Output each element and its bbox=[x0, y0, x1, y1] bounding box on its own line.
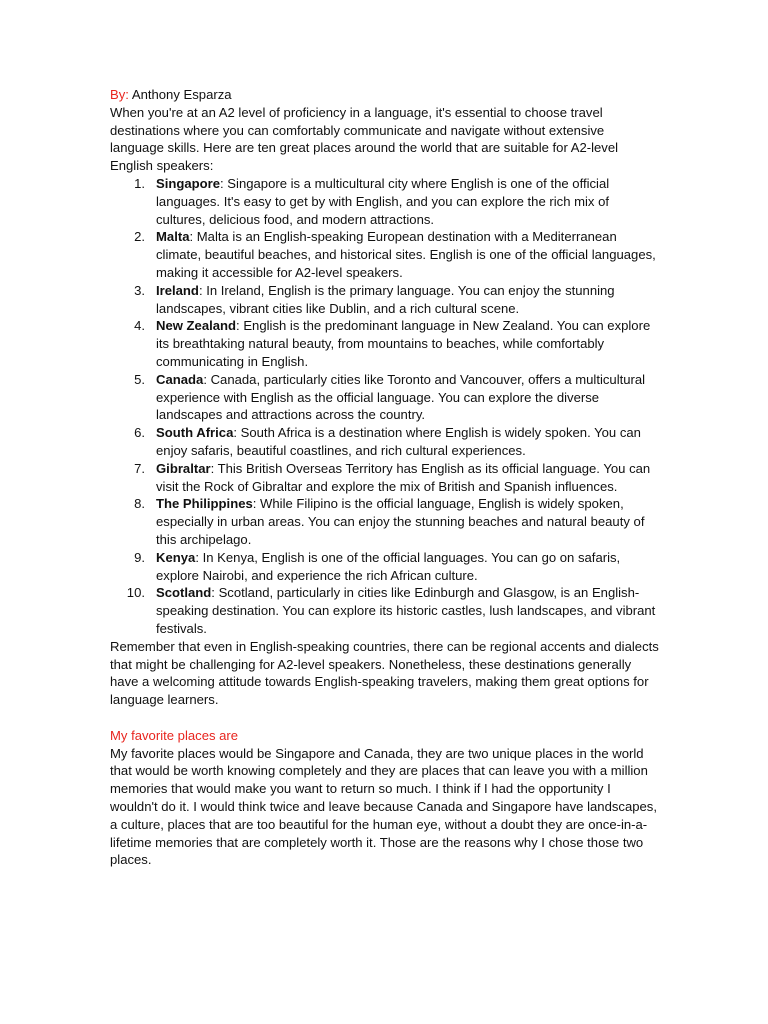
list-item bbox=[110, 317, 660, 370]
paragraph-spacer bbox=[110, 709, 660, 727]
place-description: : Scotland, particularly in cities like Edinburgh and Glasgow, is an English-speaking destination. You can explore its historic castles, lush landscapes, and vibrant festivals. bbox=[156, 585, 656, 636]
place-name: Singapore bbox=[156, 175, 221, 191]
place-name: The Philippines bbox=[156, 496, 253, 512]
place-description: : In Kenya, English is one of the official languages. You can go on safaris, explore Nairobi, and experience the rich African culture. bbox=[156, 549, 621, 583]
place-name: Malta bbox=[156, 229, 190, 245]
place-name: New Zealand bbox=[156, 318, 237, 334]
place-name: Ireland bbox=[156, 282, 199, 298]
list-number: 2. bbox=[134, 229, 145, 245]
list-item bbox=[110, 584, 660, 637]
place-description: : This British Overseas Territory has English as its official language. You can visit the Rock of Gibraltar and explore the mix of British and Spanish influences. bbox=[156, 460, 651, 494]
list-item bbox=[110, 460, 660, 496]
list-number: 5. bbox=[134, 371, 145, 387]
list-item bbox=[110, 424, 660, 460]
places-list bbox=[110, 175, 660, 638]
list-item bbox=[110, 371, 660, 424]
list-number: 10. bbox=[126, 585, 145, 601]
list-number: 3. bbox=[134, 282, 145, 298]
byline-label: By: bbox=[110, 87, 129, 102]
place-description: : South Africa is a destination where English is widely spoken. You can enjoy safaris, beautiful coastlines, and rich cultural experiences. bbox=[156, 425, 641, 458]
place-name: South Africa bbox=[156, 425, 234, 441]
list-item bbox=[110, 175, 660, 228]
place-name: Kenya bbox=[156, 549, 196, 565]
list-item bbox=[110, 549, 660, 585]
list-number: 6. bbox=[134, 425, 145, 441]
list-number: 9. bbox=[134, 549, 145, 565]
list-item bbox=[110, 228, 660, 281]
place-description: : Canada, particularly cities like Toronto and Vancouver, offers a multicultural experience with English as the official language. You can explore the diverse landscapes and attractions across the country. bbox=[156, 371, 646, 423]
place-description: : Singapore is a multicultural city where English is one of the official languages. It's easy to get by with English, and you can explore the rich mix of cultures, delicious food, and modern attractions. bbox=[156, 175, 610, 227]
document-page bbox=[110, 86, 660, 869]
list-number: 8. bbox=[134, 496, 145, 512]
place-description: : Malta is an English-speaking European destination with a Mediterranean climate, beautiful beaches, and historical sites. English is one of the official languages, making it accessible for A2-level speakers. bbox=[156, 229, 656, 280]
list-number: 7. bbox=[134, 460, 145, 476]
list-item bbox=[110, 282, 660, 318]
author-name: Anthony Esparza bbox=[128, 87, 232, 102]
conclusion-paragraph: Remember that even in English-speaking countries, there can be regional accents and dialects that might be challenging for A2-level speakers. Nonetheless, these destinations generally have a welcoming attitude towards English-speaking travelers, making them great options for language learners. bbox=[110, 638, 659, 708]
place-name: Canada bbox=[156, 371, 204, 387]
place-description: : While Filipino is the official language, English is widely spoken, especially in urban areas. You can enjoy the stunning beaches and natural beauty of this archipelago. bbox=[156, 496, 645, 547]
byline bbox=[110, 86, 660, 104]
list-number: 4. bbox=[134, 318, 145, 334]
place-description: : In Ireland, English is the primary language. You can enjoy the stunning landscapes, vibrant cities like Dublin, and a rich cultural scene. bbox=[156, 282, 615, 316]
place-description: : English is the predominant language in New Zealand. You can explore its breathtaking natural beauty, from mountains to beaches, while comfortably communicating in English. bbox=[156, 318, 651, 369]
place-name: Scotland bbox=[156, 585, 212, 601]
favorites-heading: My favorite places are bbox=[110, 727, 239, 743]
intro-paragraph: When you're at an A2 level of proficiency in a language, it's essential to choose travel destinations where you can comfortably communicate and navigate without extensive language skills. Here are ten great places around the world that are suitable for A2-level English speakers: bbox=[110, 104, 619, 174]
place-name: Gibraltar bbox=[156, 460, 211, 476]
favorites-paragraph: My favorite places would be Singapore and Canada, they are two unique places in the world that would be worth knowing completely and they are places that can leave you with a million memories that would make you want to return so much. I think if I had the opportunity I wouldn't do it. I would think twice and leave because Canada and Singapore have landscapes, a culture, places that are too beautiful for the human eye, without a doubt they are once-in-a-lifetime memories that are completely worth it. Those are the reasons why I chose those two places. bbox=[110, 745, 657, 868]
list-number: 1. bbox=[134, 175, 145, 191]
list-item bbox=[110, 495, 660, 548]
